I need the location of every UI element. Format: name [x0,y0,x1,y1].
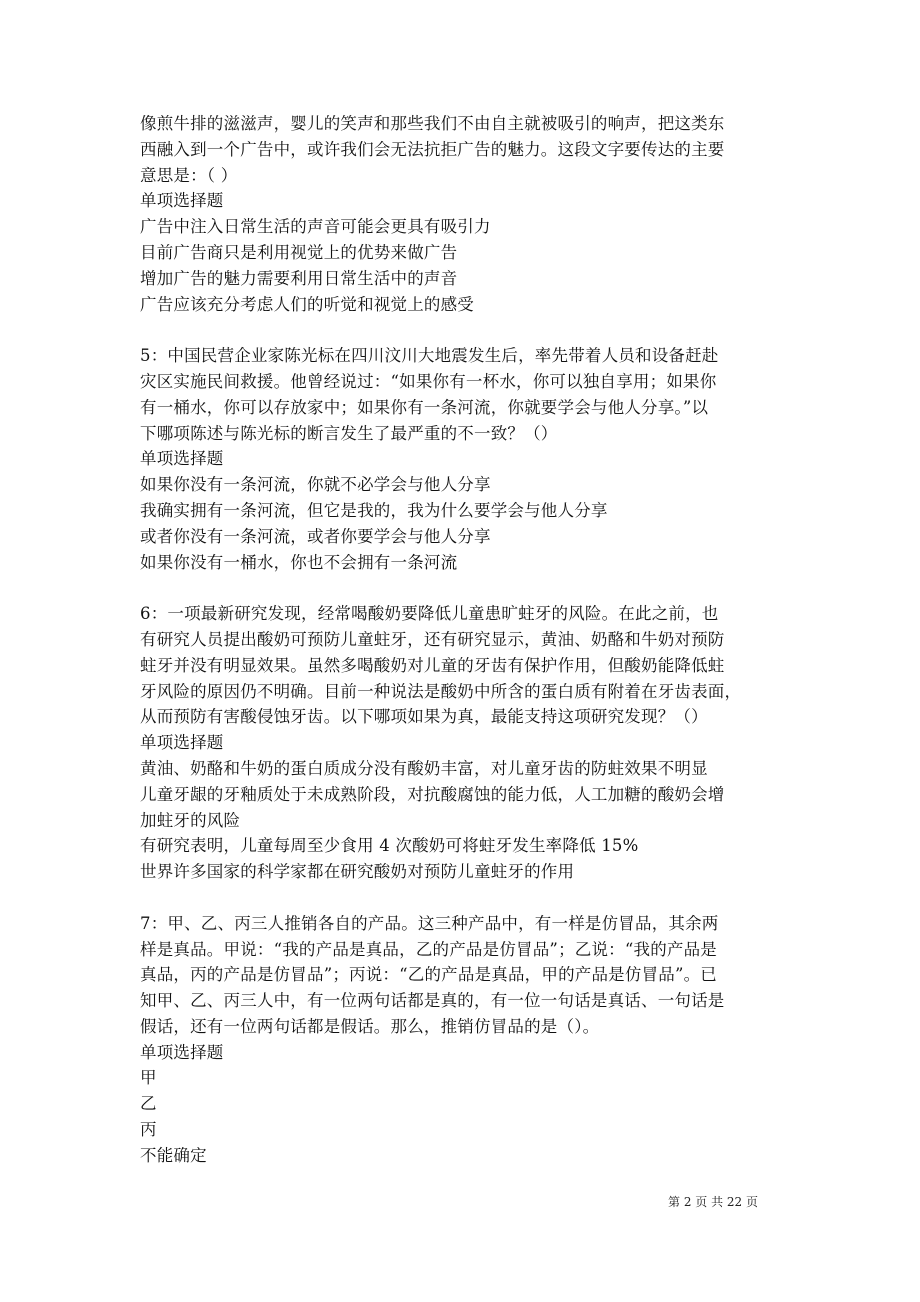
question-type-label: 单项选择题 [140,1042,224,1062]
option-item: 丙 [140,1120,157,1140]
option-item: 我确实拥有一条河流，但它是我的，我为什么要学会与他人分享 [140,500,608,520]
stem-line: 假话，还有一位两句话都是假话。那么，推销仿冒品的是（）。 [140,1016,600,1036]
spacer [140,317,785,343]
question-7-stem [140,911,785,1040]
stem-line: 下哪项陈述与陈光标的断言发生了最严重的不一致？（） [140,423,558,443]
stem-line: 有研究人员提出酸奶可预防儿童蛀牙，还有研究显示，黄油、奶酪和牛奶对预防 [140,629,725,649]
page-number-footer: 第 2 页 共 22 页 [668,1195,758,1209]
option-item: 目前广告商只是利用视觉上的优势来做广告 [140,242,458,262]
option-item: 如果你没有一条河流，你就不必学会与他人分享 [140,475,491,495]
stem-line: 知甲、乙、丙三人中，有一位两句话都是真的，有一位一句话是真话、一句话是 [140,991,725,1011]
spacer [140,885,785,911]
question-5-options [140,472,785,575]
stem-line: 有一桶水，你可以存放家中；如果你有一条河流，你就要学会与他人分享。”以 [140,397,709,417]
question-intro-options [140,214,785,317]
question-6-options [140,756,785,885]
question-type-label: 单项选择题 [140,733,224,753]
stem-line: 像煎牛排的滋滋声，婴儿的笑声和那些我们不由自主就被吸引的响声，把这类东 [140,114,725,133]
option-item: 广告应该充分考虑人们的听觉和视觉上的感受 [140,294,474,314]
question-type-label: 单项选择题 [140,449,224,469]
stem-line: 6：一项最新研究发现，经常喝酸奶要降低儿童患旷蛀牙的风险。在此之前，也 [140,604,719,624]
option-item: 世界许多国家的科学家都在研究酸奶对预防儿童蛀牙的作用 [140,862,575,882]
stem-line: 5：中国民营企业家陈光标在四川汶川大地震发生后，率先带着人员和设备赶赴 [140,346,719,366]
question-intro-stem [140,111,785,188]
stem-line: 灾区实施民间救援。他曾经说过：“如果你有一杯水，你可以独自享用；如果你 [140,371,717,391]
stem-line: 蛀牙并没有明显效果。虽然多喝酸奶对儿童的牙齿有保护作用，但酸奶能降低蛀 [140,655,725,675]
document-page [140,111,785,1169]
stem-line: 从而预防有害酸侵蚀牙齿。以下哪项如果为真，最能支持这项研究发现？（） [140,707,708,727]
stem-line: 西融入到一个广告中，或许我们会无法抗拒广告的魅力。这段文字要传达的主要 [140,139,725,159]
stem-line: 牙风险的原因仍不明确。目前一种说法是酸奶中所含的蛋白质有附着在牙齿表面， [140,681,742,701]
option-item: 黄油、奶酪和牛奶的蛋白质成分没有酸奶丰富，对儿童牙齿的防蛀效果不明显 [140,758,708,778]
stem-line: 意思是：（ ） [140,165,238,185]
option-item: 乙 [140,1094,157,1114]
option-item: 广告中注入日常生活的声音可能会更具有吸引力 [140,217,491,237]
stem-line: 样是真品。甲说：“我的产品是真品，乙的产品是仿冒品”；乙说：“我的产品是 [140,939,718,959]
option-item: 或者你没有一条河流，或者你要学会与他人分享 [140,526,491,546]
stem-line: 真品，丙的产品是仿冒品”；丙说：“乙的产品是真品，甲的产品是仿冒品”。已 [140,965,718,985]
option-item: 加蛀牙的风险 [140,810,241,830]
question-7-options [140,1065,785,1168]
option-item: 不能确定 [140,1145,207,1165]
question-type-label: 单项选择题 [140,191,224,211]
option-item: 有研究表明，儿童每周至少食用 4 次酸奶可将蛀牙发生率降低 15% [140,836,639,856]
stem-line: 7：甲、乙、丙三人推销各自的产品。这三种产品中，有一样是仿冒品，其余两 [140,913,719,933]
option-item: 增加广告的魅力需要利用日常生活中的声音 [140,268,458,288]
question-5-stem [140,343,785,446]
question-6-stem [140,601,785,730]
spacer [140,575,785,601]
option-item: 儿童牙龈的牙釉质处于未成熟阶段，对抗酸腐蚀的能力低，人工加糖的酸奶会增 [140,784,725,804]
option-item: 甲 [140,1068,157,1088]
option-item: 如果你没有一桶水，你也不会拥有一条河流 [140,552,458,572]
